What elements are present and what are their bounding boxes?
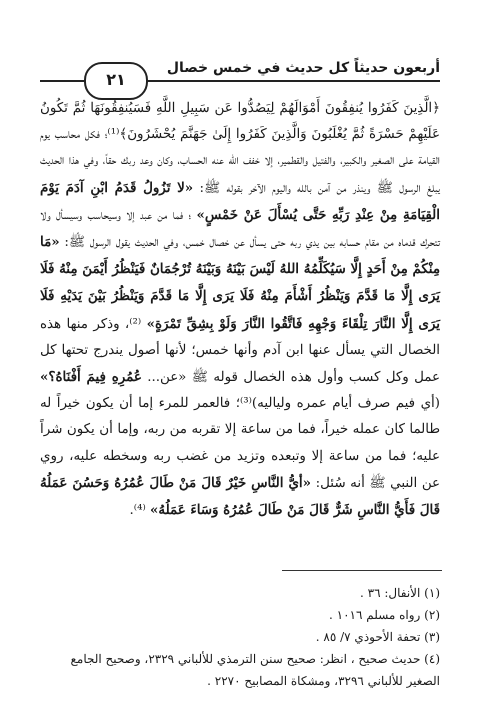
running-title: أربعون حديثاً كل حديث في خمس خصال: [159, 60, 440, 76]
hadith-quote-3: عُمُرِهِ فِيمَ أَفْنَاهُ؟»: [40, 369, 142, 386]
footnotes: [40, 582, 440, 692]
footnote-2: (٢) رواه مسلم ١٠١٦ .: [329, 608, 440, 622]
hadith-quote-2: «مَا مِنْكُمْ مِنْ أَحَدٍ إِلَّا سَيُكَلِّمُهُ اللهُ لَيْسَ بَيْنَهُ وَبَيْنَهُ تُرْجُمَانٌ فَيَنْظُرُ أَيْمَنَ مِنْهُ فَلَا يَرَى إِلَّا مَا قَدَّمَ وَيَنْظُرُ أَشْأَمَ مِنْهُ فَلَا يَرَى إِلَّا مَا قَدَّمَ وَيَنْظُرُ بَيْنَ يَدَيْهِ فَلَا يَرَى إِلَّا النَّارَ تِلْقَاءَ وَجْهِهِ فَاتَّقُوا النَّارَ وَلَوْ بِشِقِّ تَمْرَةٍ»: [40, 234, 440, 332]
main-text: [40, 96, 440, 524]
page-header: [40, 60, 440, 94]
body-text-4: (أي فيم صرف أيام عمره ولياليه)⁽³⁾؛ فالعمر للمرء إما أن يكون خيراً له طالما كان عمله خيراً، فما من ساعة إلا تقربه من ربه، وإما أن يكون شراً عليه؛ فما من ساعة إلا وتبعده وتزيد من غضب ربه وسخطه عليه، روي عن النبي ﷺ أنه سُئل:: [40, 396, 440, 491]
footnote-4: (٤) حديث صحيح ، انظر: صحيح سنن الترمذي للألباني ٢٣٢٩، وصحيح الجامع الصغير للألباني ٣٢٩٦، ومشكاة المصابيح ٢٢٧٠ .: [70, 652, 440, 688]
body-text-5: ⁽⁴⁾.: [129, 503, 146, 519]
hadith-quote-1: «لا تَزُولُ قَدَمُ ابْنِ آدَمَ يَوْمَ الْقِيَامَةِ مِنْ عِنْدِ رَبِّهِ حَتَّى يُسْأَلَ عَنْ خَمْسٍ»: [40, 179, 440, 223]
paragraph: [40, 96, 440, 524]
body-text-3: ⁽²⁾، وذكر منها هذه الخصال التي يسأل عنها ابن آدم وأنها خمس؛ لأنها أصول يندرج تحتها كل عمل وكل كسب وأول هذه الخصال قوله ﷺ «عن...: [40, 316, 440, 386]
footnote-3: (٣) تحفة الأحوذي ٧/ ٨٥ .: [315, 630, 440, 644]
footnote-divider: [282, 570, 442, 571]
hadith-quote-4: «أيُّ النَّاسِ خَيْرٌ قَالَ مَنْ طَالَ عُمُرُهُ وَحَسُنَ عَمَلُهُ قَالَ فَأَيُّ النَّاسِ شَرٌّ قَالَ مَنْ طَالَ عُمُرُهُ وَسَاءَ عَمَلُهُ»: [40, 474, 440, 519]
page-number: ٢١: [84, 62, 148, 100]
body-text-1: ﴿الَّذِينَ كَفَرُوا يُنفِقُونَ أَمْوَالَهُمْ لِيَصُدُّوا عَن سَبِيلِ اللَّهِ فَسَيُنفِقُونَهَا ثُمَّ تَكُونُ عَلَيْهِمْ حَسْرَةً ثُمَّ يُغْلَبُونَ وَالَّذِينَ كَفَرُوا إِلَىٰ جَهَنَّمَ يُحْشَرُونَ﴾⁽¹⁾؛ فكل محاسب يوم القيامة على الصغير والكبير، والفتيل والقطمير، إلا خفف الله عنه الحساب، وكان وعد ربك حقاً، وفي هذا الحديث يبلغ الرسول ﷺ وينذر من آمن بالله واليوم الآخر بقوله ﷺ:: [40, 101, 440, 196]
body-text-2: ؛ فما من عبد إلا وسيحاسب وسيسأل ولا تتحرك قدماه من مقام حسابه بين يدي ربه حتى يسأل عن خصال خمس، وفي الحديث يقول الرسول ﷺ:: [40, 207, 440, 251]
footnote-1: (١) الأنفال: ٣٦ .: [360, 586, 440, 600]
